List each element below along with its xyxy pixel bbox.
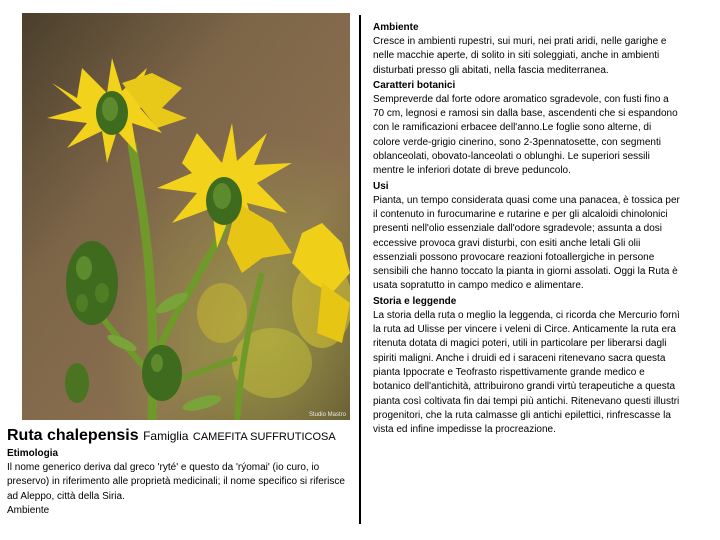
left-column bbox=[7, 426, 357, 518]
photo-credit: Studio Mastro bbox=[308, 412, 346, 418]
usi-text: Pianta, un tempo considerata quasi come una panacea, è tossica per il contenuto in furocumarine e rutarine e per gli alcaloidi chinolonici presenti nell'olio essenziale dall'odore sgradevole; assunta a dosi eccessive provoca gravi disturbi, con esiti anche letali Gli olii essenziali possono provocare reazioni fotoallergiche in persone sensibili che hanno toccato la pianta in giorni assolati. Oggi la Ruta è usata sopratutto in campo medico e alimentare. bbox=[373, 194, 680, 292]
etimologia-text: Il nome generico deriva dal greco 'ryté' e questo da 'rýomai' (io curo, io preservo) in riferimento alle proprietà medicinali; il nome specifico si riferisce ad Aleppo, città della Siria. bbox=[7, 462, 345, 502]
usi-heading: Usi bbox=[373, 180, 389, 192]
ambiente-trailing: Ambiente bbox=[7, 504, 50, 516]
right-column bbox=[373, 20, 681, 438]
species-name: Ruta chalepensis bbox=[7, 427, 139, 444]
family-label: Famiglia bbox=[143, 429, 189, 443]
caratteri-text: Sempreverde dal forte odore aromatico sgradevole, con fusti fino a 70 cm, legnosi e ramosi sin dalla base, ascendenti che si espandono con le ramificazioni erbacee dell'anno.Le foglie sono alterne, di colore verde-grigio cinerino, sono 2-3pennatosette, con segmenti oblanceolati, obovato-lanceolati o oblunghi. Le superiori sessili mentre le inferiori dotate di breve peduncolo. bbox=[373, 93, 678, 177]
ambiente-heading: Ambiente bbox=[373, 22, 419, 33]
storia-heading: Storia e leggende bbox=[373, 295, 457, 307]
title-line bbox=[7, 426, 357, 447]
family-name: CAMEFITA SUFFRUTICOSA bbox=[192, 431, 336, 443]
ruta-illustration bbox=[22, 13, 350, 420]
column-divider bbox=[359, 15, 361, 524]
caratteri-heading: Caratteri botanici bbox=[373, 79, 456, 91]
storia-text: La storia della ruta o meglio la leggenda, ci ricorda che Mercurio fornì la ruta ad Ulisse per vincere i veleni di Circe. Anticamente la ruta era ritenuta dotata di magici poteri, utili in particolare per liberarsi dagli spiriti maligni. Anche i druidi ed i saraceni ritenevano sacra questa pianta Ippocrate e Teofrasto rispettivamente grande medico e botanico dell'antichità, attribuirono grandi virtù terapeutiche a questa pianta così coltivata fin dai tempi più antichi. Ritenevano questi illustri progenitori, che la ruta calmasse gli antichi epilettici, rinfrescasse la vista ed infine impedisse la procreazione. bbox=[373, 309, 680, 436]
plant-photo bbox=[22, 13, 350, 420]
ambiente-text: Cresce in ambienti rupestri, sui muri, nei prati aridi, nelle garighe e nelle macchie aperte, di solito in siti soleggiati, anche in ambienti disturbati presso gli abitati, nella fascia mediterranea. bbox=[373, 36, 667, 76]
etimologia-heading: Etimologia bbox=[7, 448, 59, 459]
